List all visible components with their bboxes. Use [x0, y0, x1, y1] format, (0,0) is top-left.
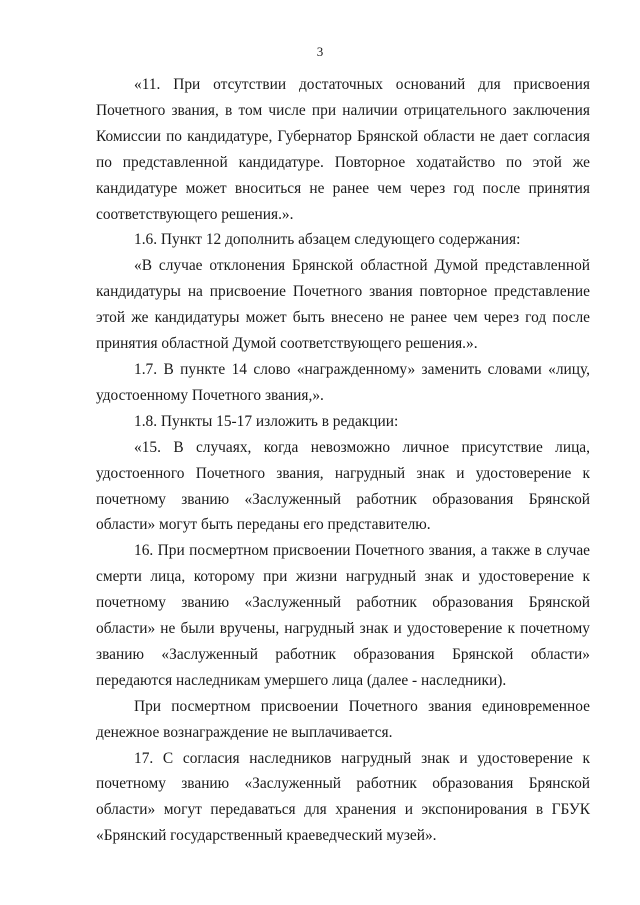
paragraph-clause-11: «11. При отсутствии достаточных оснований для присвоения Почетного звания, в том числе при наличии отрицательного заключения Комиссии по кандидатуре, Губернатор Брянской области не дает согласия по представленной кандидатуре. Повторное ходатайство по этой же кандидатуре может вноситься не ранее чем через год после принятия соответствующего решения.».: [96, 76, 590, 223]
paragraph-clause-16-posthumous: При посмертном присвоении Почетного звания единовременное денежное вознаграждение не выплачивается.: [96, 697, 590, 741]
paragraph-amendment-1-8: 1.8. Пункты 15-17 изложить в редакции:: [134, 412, 399, 430]
page-number: 3: [316, 44, 324, 59]
paragraph-clause-15: «15. В случаях, когда невозможно личное присутствие лица, удостоенного Почетного звания, нагрудный знак и удостоверение к почетному званию «Заслуженный работник образования Брянской области» могут быть переданы его представителю.: [96, 438, 590, 534]
paragraph-amendment-1-6: 1.6. Пункт 12 дополнить абзацем следующего содержания:: [134, 231, 521, 249]
paragraph-clause-16: 16. При посмертном присвоении Почетного звания, а также в случае смерти лица, которому при жизни нагрудный знак и удостоверение к почетному званию «Заслуженный работник образования Брянской области» не были вручены, нагрудный знак и удостоверение к почетному званию «Заслуженный работник образования Брянской области» передаются наследникам умершего лица (далее - наследники).: [96, 542, 590, 689]
paragraph-clause-17: 17. С согласия наследников нагрудный знак и удостоверение к почетному званию «Заслуженный работник образования Брянской области» могут передаваться для хранения и экспонирования в ГБУК «Брянский государственный краеведческий музей».: [96, 749, 590, 845]
document-body: [96, 72, 590, 849]
paragraph-clause-12-addition: «В случае отклонения Брянской областной Думой представленной кандидатуры на присвоение Почетного звания повторное представление этой же кандидатуры может быть внесено не ранее чем через год после принятия областной Думой соответствующего решения.».: [96, 257, 590, 353]
paragraph-amendment-1-7: 1.7. В пункте 14 слово «награжденному» заменить словами «лицу, удостоенному Почетного звания,».: [96, 360, 590, 404]
